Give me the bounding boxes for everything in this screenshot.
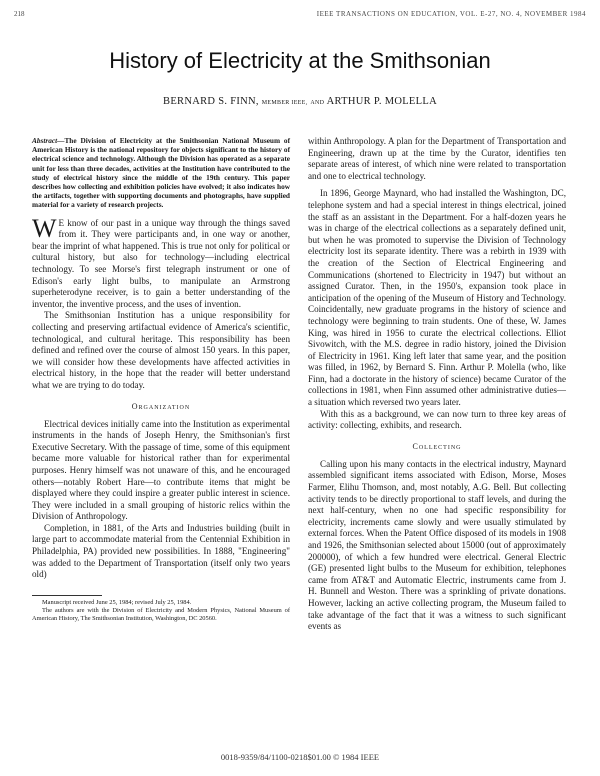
section-heading-organization: Organization <box>131 401 191 411</box>
author-joiner: AND <box>310 100 325 106</box>
paragraph-background: With this as a background, we can now turn to three key areas of activity: collecting, exhibits, and research. <box>308 408 566 431</box>
paragraph-1896: In 1896, George Maynard, who had installed the Washington, DC, telephone system and had a special interest in things electrical, joined the staff as an assistant in the Department. For a half-dozen years he was in charge of the electrical collections as a separately defined unit, but when he was promoted to supervise the Division of Technology electricity lost its separate identity. There was a rebirth in 1939 with the creation of the Section of Electrical Engineering and Communications (shortened to Electricity in 1947) but without an assigned Curator. Then, in the 1950's, expansion took place in anticipation of the opening of the Museum of History and Technology. Coincidentally, new graduate programs in the history of science and technology were beginning to train students. One of these, W. James King, was hired in 1956 to curate the electrical collections. Elliot Sivowitch, with the M.S. degree in radio history, joined the Division of Electricity in 1961. King left later that same year, and the position was filled, in 1962, by Bernard S. Finn. Arthur P. Molella (who, like Finn, had a doctorate in the history of science) became Curator of the collections in 1981, when Finn assumed other administrative duties—a situation which reversed two years later. <box>308 188 566 408</box>
footnote-affiliation: The authors are with the Division of Electricity and Modern Physics, National Museum of American History, The Smithsonian Institution, Washington, DC 20560. <box>32 606 290 622</box>
member-note: MEMBER IEEE, <box>261 100 308 106</box>
footnote-manuscript: Manuscript received June 25, 1984; revised July 25, 1984. <box>42 598 192 606</box>
intro-paragraph-2: The Smithsonian Institution has a unique responsibility for collecting and preserving artifactual evidence of America's scientific, technological, and cultural heritage. This responsibility has been defined and refined over the course of almost 150 years. In this paper, we will consider how these developments have affected activities in electrical history, in the hope that the reader will better understand what we are trying to do today. <box>32 310 290 390</box>
abstract-text: —The Division of Electricity at the Smithsonian National Museum of American History is the national repository for objects significant to the history of electrical science and technology. Although the Division has operated as a separate unit for less than three decades, activities at the Institution have contributed to the study of electrical history since the middle of the 19th century. This paper describes how collecting and exhibition policies have evolved; it also indicates how the artifacts, together with supporting documents and photographs, have supplied material for a variety of research projects. <box>32 136 290 210</box>
author-molella: ARTHUR P. MOLELLA <box>326 96 437 107</box>
collecting-paragraph: Calling upon his many contacts in the electrical industry, Maynard assembled significant items associated with Edison, Morse, Moses Farmer, Elihu Thomson, and, most notably, A.G. Bell. But collecting activity tends to be directly proportional to staff levels, and during the next half-century, when no one had specific responsibility for electricity, increments came slowly and were usually stimulated by external forces. When the Patent Office disposed of its models in 1908 and 1926, the Smithsonian selected about 15000 (out of approximately 200000), of which a few hundred were electrical. General Electric (GE) presented light bulbs to the Museum for exhibition, telephones came from AT&T and Automatic Electric, instruments came from J. H. Bunnell and Weston. There was a sprinkling of private donations. However, lacking an active collecting program, the Museum failed to take advantage of the fact that it was a witness to such significant events as <box>308 458 566 632</box>
right-column <box>308 136 566 633</box>
left-column <box>32 136 290 623</box>
author-finn: BERNARD S. FINN, <box>163 96 259 107</box>
page-number: 218 <box>14 10 25 18</box>
copyright-code: 0018-9359/84/1100-0218$01.00 © 1984 IEEE <box>220 752 380 762</box>
abstract <box>32 136 290 210</box>
author-line <box>0 96 600 107</box>
page-header <box>14 10 586 24</box>
running-head: IEEE TRANSACTIONS ON EDUCATION, VOL. E-27, NO. 4, NOVEMBER 1984 <box>316 10 586 18</box>
organization-paragraph-2: Completion, in 1881, of the Arts and Industries building (built in large part to accommodate material from the Centennial Exhibition in Philadelphia, PA) provided new possibilities. In 1888, "Engineering" was added to the Department of Transportation (itself only two years old) <box>32 522 290 580</box>
footnote-divider <box>32 595 102 596</box>
section-heading-collecting: Collecting <box>412 441 462 451</box>
abstract-label: Abstract <box>32 136 58 145</box>
paper-title: History of Electricity at the Smithsonian <box>109 48 491 73</box>
continued-paragraph: within Anthropology. A plan for the Department of Transportation and Engineering, drawn up at the time by the Curator, identifies ten separate areas of interest, of which nine were related to transportation and one to electrical technology. <box>308 136 566 181</box>
organization-paragraph-1: Electrical devices initially came into the Institution as experimental instruments in the hands of Joseph Henry, the Smithsonian's first Executive Secretary. With the passage of time, some of this equipment became more valuable for historical rather than for experimental purposes. Henry himself was not unaware of this, and he encouraged others—notably Robert Hare—to contribute items that might be displayed where they could inspire a greater public interest in science. They were included in a small grouping of historic relics within the Division of Anthropology. <box>32 418 290 522</box>
intro-paragraph-1: WE know of our past in a unique way through the things saved from it. They were participants and, in one way or another, bear the imprint of what happened. This is true not only for political or cultural history, but also for technology—including electrical technology. To see Morse's first telegraph instrument or one of Edison's early light bulbs, to manipulate an Armstrong superheterodyne receiver, is to gain a better understanding of the inventor, the inventive process, and the uses of invention. <box>32 213 290 309</box>
